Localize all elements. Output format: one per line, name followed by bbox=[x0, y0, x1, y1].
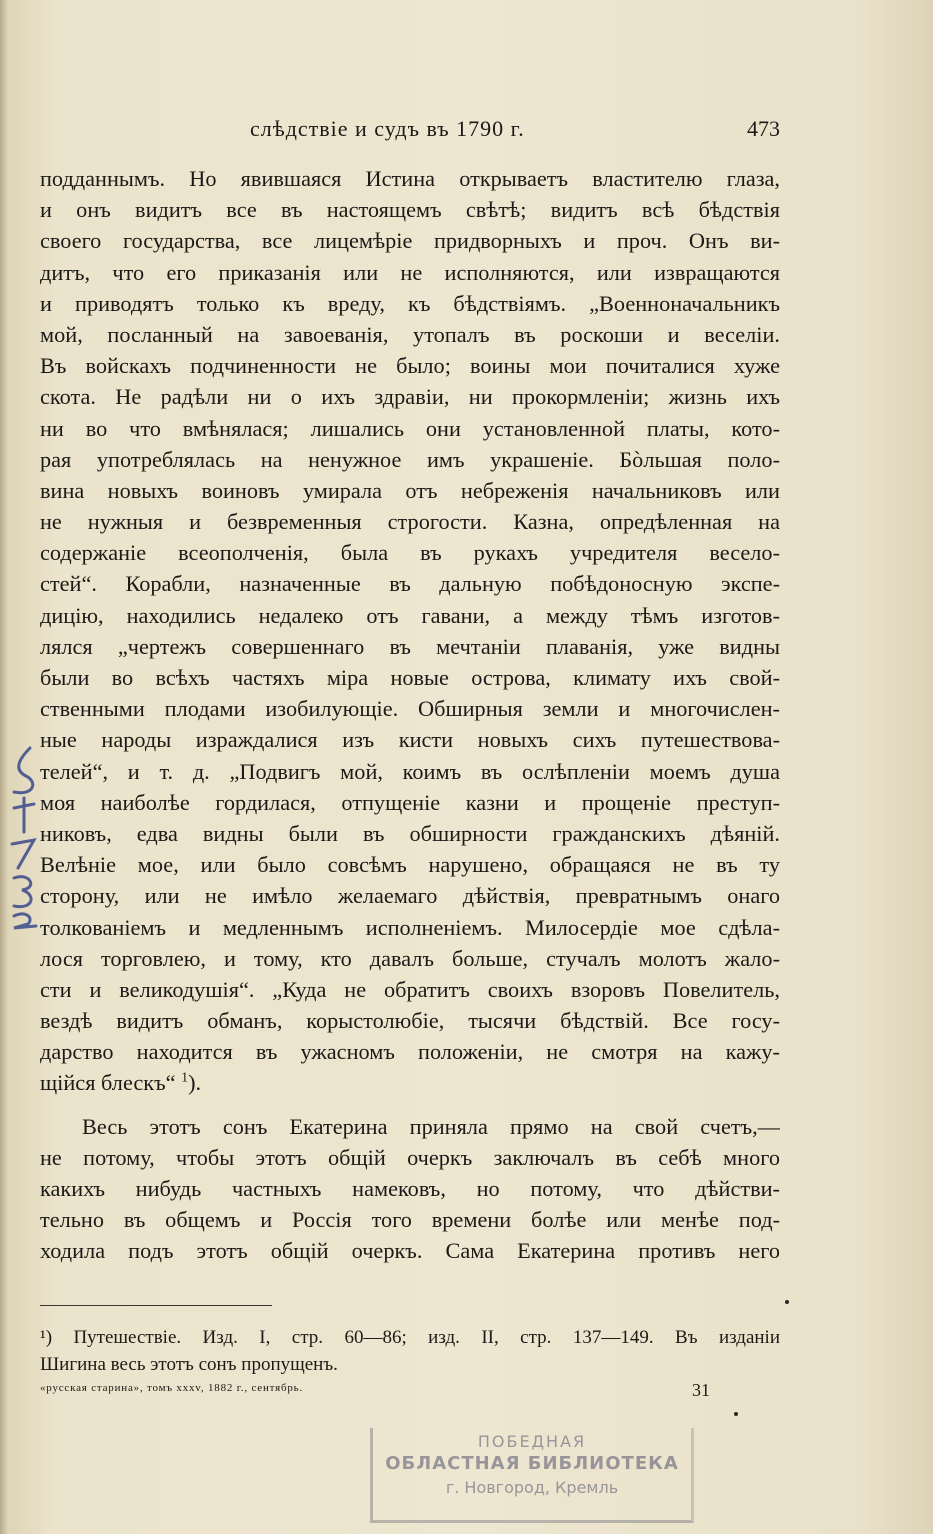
paragraph bbox=[40, 1111, 780, 1267]
text-line: телей“, и т. д. „Подвигъ мой, коимъ въ ослѣпленіи моемъ душа bbox=[40, 758, 780, 784]
text-line: содержаніе всеополченія, была въ рукахъ учредителя весело- bbox=[40, 540, 780, 566]
text-line: сти и великодушія“. „Куда не обратитъ своихъ взоровъ Повелитель, bbox=[40, 976, 780, 1002]
footnote-marker: ¹) bbox=[40, 1327, 53, 1348]
paragraph bbox=[40, 163, 780, 1067]
stamp-line: г. Новгород, Кремль bbox=[445, 1478, 619, 1497]
footnote-line: ¹) Путешествіе. Изд. I, стр. 60—86; изд. II, стр. 137—149. Въ изданіи bbox=[40, 1327, 780, 1348]
footnote-divider bbox=[40, 1305, 272, 1306]
text-line: дитъ, что его приказанія или не исполняются, или извращаются bbox=[40, 259, 780, 285]
text-line: своего государства, все лицемѣріе придворныхъ и проч. Онъ ви- bbox=[40, 228, 780, 254]
text-line: подданнымъ. Но явившаяся Истина открываетъ властителю глаза, bbox=[40, 166, 780, 191]
text-line: какихъ нибудь частныхъ намековъ, но потому, что дѣйстви- bbox=[40, 1176, 780, 1201]
text-line: не нужныя и безвременныя строгости. Казна, опредѣленная на bbox=[40, 509, 780, 535]
text-line: Велѣніе мое, или было совсѣмъ нарушено, обращаяся не въ ту bbox=[40, 852, 780, 878]
text-line: скота. Не радѣли ни о ихъ здравіи, ни прокормленіи; жизнь ихъ bbox=[40, 384, 780, 410]
footnote-line: Шигина весь этотъ сонъ пропущенъ. bbox=[40, 1354, 338, 1375]
text-line: толкованіемъ и медленнымъ исполненіемъ. Милосердіе мое сдѣла- bbox=[40, 914, 780, 940]
signature-mark: 31 bbox=[692, 1380, 710, 1400]
footnote-reference[interactable]: 1 bbox=[181, 1071, 189, 1087]
text-line: дарство находится въ ужасномъ положеніи, не смотря на кажу- bbox=[40, 1039, 780, 1065]
text-line: сторону, или не имѣло желаемаго дѣйствія, превратнымъ онаго bbox=[40, 883, 780, 909]
text-line: Весь этотъ сонъ Екатерина приняла прямо на свой счетъ,— bbox=[82, 1113, 780, 1139]
text-line: ходила подъ этотъ общій очеркъ. Сама Екатерина противъ него bbox=[40, 1238, 780, 1264]
text-line: ственными плодами изобилующіе. Обширныя земли и многочислен- bbox=[40, 696, 780, 722]
text-line: тельно въ общемъ и Россія того времени болѣе или менѣе под- bbox=[40, 1207, 780, 1233]
text-line: лося торговлею, и тому, кто давалъ больше, стучалъ молотъ жало- bbox=[40, 945, 780, 971]
page-number: 473 bbox=[747, 116, 780, 141]
stamp-line: ОБЛАСТНАЯ БИБЛИОТЕКА bbox=[385, 1453, 679, 1474]
text-line: ни во что вмѣнялася; лишались они установленной платы, кото- bbox=[40, 415, 780, 441]
printer-signature: «русская старина», томъ xxxv, 1882 г., сентябрь. bbox=[40, 1382, 304, 1394]
library-stamp bbox=[370, 1428, 694, 1523]
text-line: вездѣ видитъ обманъ, корыстолюбіе, тысячи бѣдствій. Все госу- bbox=[40, 1008, 780, 1034]
running-title: слѣдствіе и судъ въ 1790 г. bbox=[250, 116, 525, 141]
text-line: и онъ видитъ все въ настоящемъ свѣтѣ; видитъ всѣ бѣдствія bbox=[40, 197, 780, 223]
stamp-line: ПОБЕДНАЯ bbox=[477, 1432, 587, 1451]
footnote bbox=[40, 1324, 780, 1378]
text-line: стей“. Корабли, назначенные въ дальную побѣдоносную экспе- bbox=[40, 571, 780, 597]
text-line: никовъ, едва видны были въ обширности гражданскихъ дѣяній. bbox=[40, 820, 780, 846]
page-header bbox=[40, 116, 780, 146]
text-line: рая употреблялась на ненужное имъ украшеніе. Бòльшая поло- bbox=[40, 446, 780, 472]
text-line: мой, посланный на завоеванія, утопалъ въ роскоши и веселіи. bbox=[40, 321, 780, 347]
text-line: Въ войскахъ подчиненности не было; воины мои почиталися хуже bbox=[40, 353, 780, 379]
text-line: вина новыхъ воиновъ умирала отъ небреженія начальниковъ или bbox=[40, 477, 780, 503]
main-text bbox=[40, 163, 780, 1267]
paper-speck bbox=[785, 1300, 789, 1304]
text-line: и приводятъ только къ вреду, къ бѣдствіямъ. „Военноначальникъ bbox=[40, 290, 780, 316]
text-line: были во всѣхъ частяхъ міра новые острова, климату ихъ свой- bbox=[40, 665, 780, 690]
text-line: не потому, чтобы этотъ общій очеркъ заключалъ въ себѣ много bbox=[40, 1144, 780, 1170]
text-line: щійся блескъ“ $^1$). bbox=[40, 1070, 202, 1096]
text-line: моя наиболѣе гордилася, отпущеніе казни и прощеніе преступ- bbox=[40, 789, 780, 815]
paper-speck bbox=[734, 1412, 738, 1416]
text-line: ные народы израждалися изъ кисти новыхъ сихъ путешествова- bbox=[40, 727, 780, 753]
text-line: дицію, находились недалеко отъ гавани, а между тѣмъ изготов- bbox=[40, 602, 780, 628]
text-line: лялся „чертежъ совершеннаго въ мечтаніи плаванія, уже видны bbox=[40, 633, 780, 659]
handwritten-inventory-number bbox=[0, 740, 44, 930]
